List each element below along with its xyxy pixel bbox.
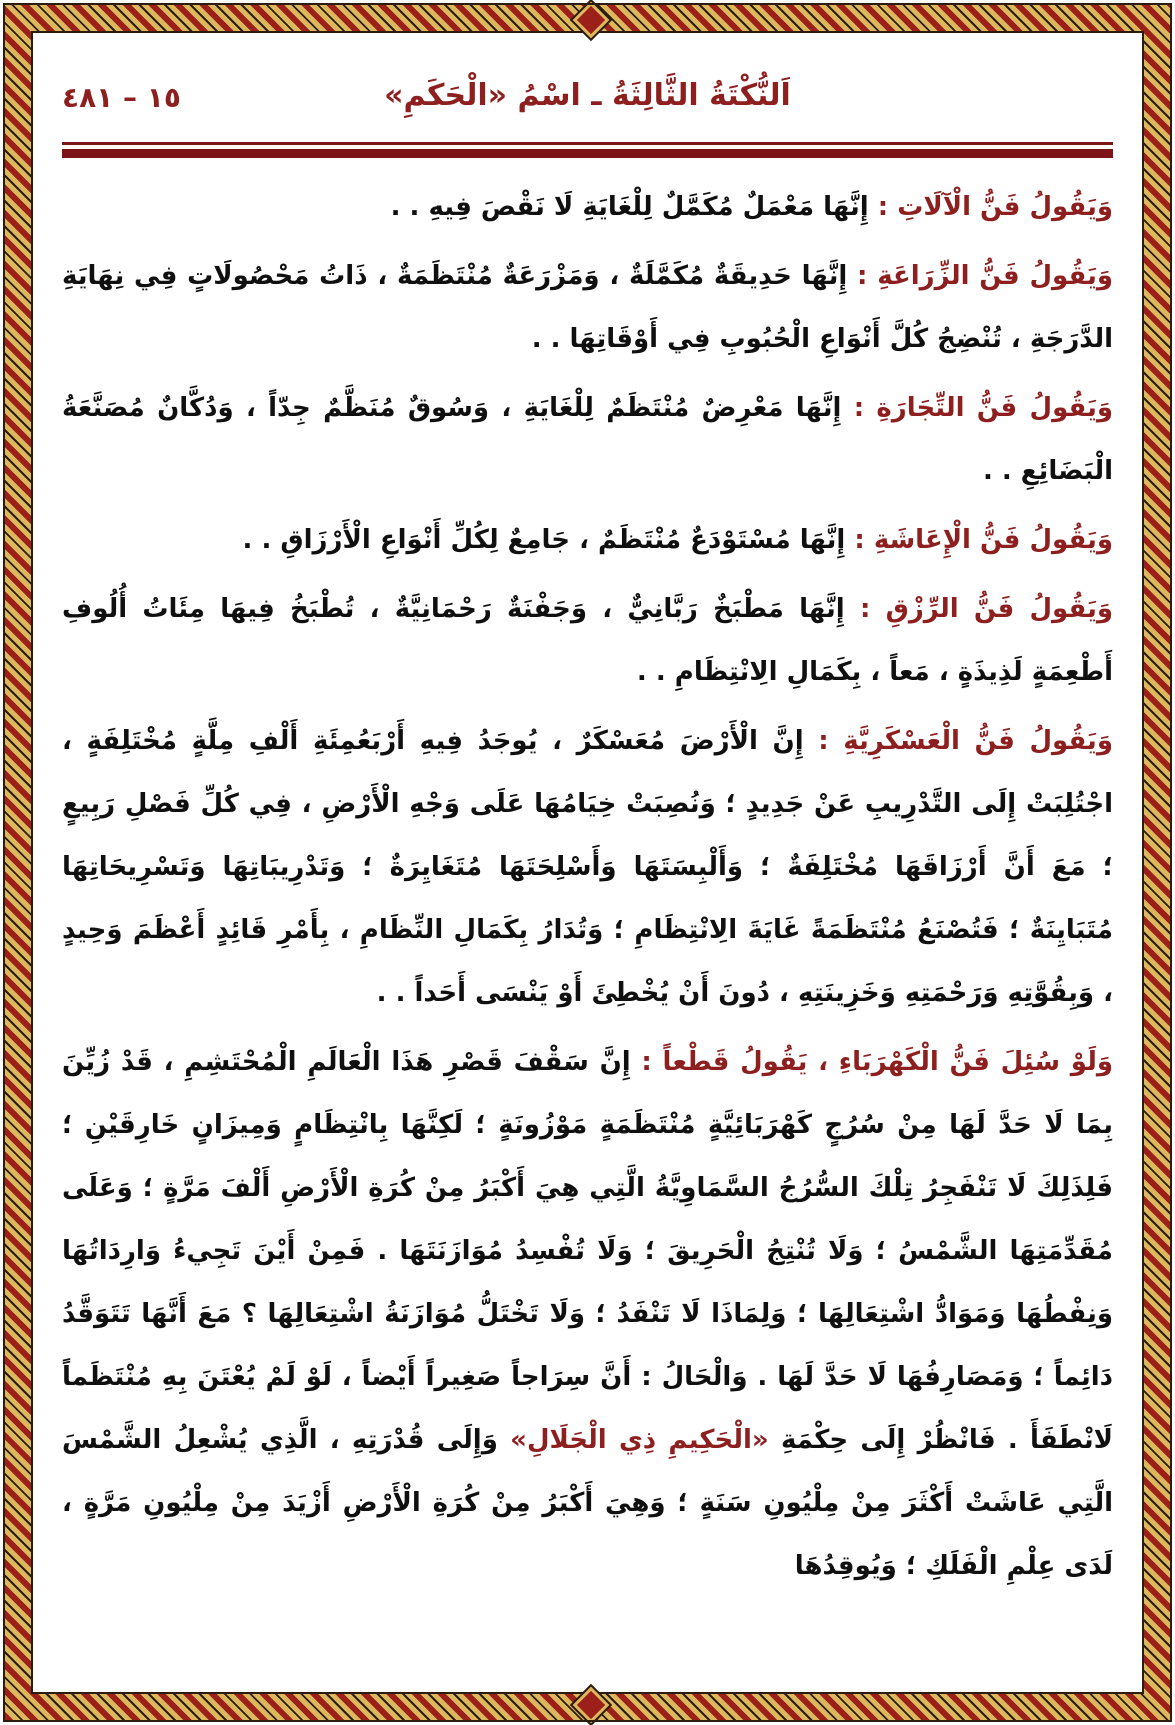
paragraph xyxy=(62,509,1113,572)
paragraph xyxy=(62,578,1113,704)
lead-in-red: وَيَقُولُ فَنُّ التِّجَارَةِ : xyxy=(853,393,1114,423)
page-number: ١٥ – ٤٨١ xyxy=(62,81,181,114)
page-header xyxy=(62,78,1113,128)
body-segment: إِنَّهَا مُسْتَوْدَعٌ مُنْتَظَمٌ ، جَامِعٌ لِكُلِّ أَنْوَاعِ الْأَرْزَاقِ . . xyxy=(242,525,846,555)
lead-in-red: وَيَقُولُ فَنُّ الرِّزْقِ : xyxy=(859,594,1113,624)
lead-in-red: وَلَوْ سُئِلَ فَنُّ الْكَهْرَبَاءِ ، يَقُولُ قَطْعاً : xyxy=(641,1047,1113,1077)
lead-in-red: وَيَقُولُ فَنُّ الزِّرَاعَةِ : xyxy=(857,261,1113,291)
page-title: اَلنُّكْتَةُ الثَّالِثَةُ ـ اسْمُ «الْحَكَمِ» xyxy=(384,78,791,113)
paragraph xyxy=(62,245,1113,371)
body-segment: إِنَّهَا مَعْمَلٌ مُكَمَّلٌ لِلْغَايَةِ لَا نَقْصَ فِيهِ . . xyxy=(390,192,869,222)
rule-thin-line xyxy=(62,142,1113,145)
body-text xyxy=(62,176,1113,1598)
lead-in-red: «الْحَكِيمِ ذِي الْجَلَالِ» xyxy=(510,1425,769,1455)
double-rule xyxy=(62,142,1113,158)
page-content xyxy=(62,40,1113,1685)
border-medallion-bottom-icon xyxy=(572,1687,609,1724)
body-segment: إِنَّهَا حَدِيقَةٌ مُكَمَّلَةٌ ، وَمَزْرَعَةٌ مُنْتَظَمَةٌ ، ذَاتُ مَحْصُولَاتٍ فِي نِهَايَةِ الدَّرَجَةِ ، تُنْضِجُ كُلَّ أَنْوَاعِ الْحُبُوبِ فِي أَوْقَاتِهَا . . xyxy=(62,261,1113,354)
body-segment: إِنَّ سَقْفَ قَصْرِ هَذَا الْعَالَمِ الْمُحْتَشِمِ ، قَدْ زُيِّنَ بِمَا لَا حَدَّ لَهَا مِنْ سُرُجٍ كَهْرَبَائِيَّةٍ مُنْتَظَمَةٍ مَوْزُونَةٍ ؛ لَكِنَّهَا بِانْتِظَامٍ وَمِيزَانٍ خَارِقَيْنِ ؛ فَلِذَلِكَ لَا تَنْفَجِرُ تِلْكَ السُّرُجُ السَّمَاوِيَّةُ الَّتِي هِيَ أَكْبَرُ مِنْ كُرَةِ الْأَرْضِ أَلْفَ مَرَّةٍ ؛ وَعَلَى مُقَدِّمَتِهَا الشَّمْسُ ؛ وَلَا تُنْتِجُ الْحَرِيقَ ؛ وَلَا تُفْسِدُ مُوَازَنَتَهَا . فَمِنْ أَيْنَ تَجِيءُ وَارِدَاتُهَا وَنِفْطُهَا وَمَوَادُّ اشْتِعَالِهَا ؛ وَلِمَاذَا لَا تَنْفَدُ ؛ وَلَا تَخْتَلُّ مُوَازَنَةُ اشْتِعَالِهَا ؟ مَعَ أَنَّهَا تَتَوَقَّدُ دَائِماً ؛ وَمَصَارِفُهَا لَا حَدَّ لَهَا . وَالْحَالُ : أَنَّ سِرَاجاً صَغِيراً أَيْضاً ، لَوْ لَمْ يُعْتَنَ بِهِ مُنْتَظَماً لَانْطَفَأَ . فَانْظُرْ إِلَى حِكْمَةِ xyxy=(62,1047,1113,1455)
lead-in-red: وَيَقُولُ فَنُّ الْإِعَاشَةِ : xyxy=(854,525,1113,555)
body-segment: إِنَّهَا مَعْرِضٌ مُنْتَظَمٌ لِلْغَايَةِ ، وَسُوقٌ مُنَظَّمٌ جِدّاً ، وَدُكَّانٌ مُصَنَّعَةُ الْبَضَائِعِ . . xyxy=(62,393,1113,486)
border-medallion-top-icon xyxy=(572,2,609,39)
body-segment: إِنَّ الْأَرْضَ مُعَسْكَرٌ ، يُوجَدُ فِيهِ أَرْبَعُمِئَةِ أَلْفِ مِلَّةٍ مُخْتَلِفَةٍ ، اجْتُلِبَتْ إِلَى التَّدْرِيبِ عَنْ جَدِيدٍ ؛ وَنُصِبَتْ خِيَامُهَا عَلَى وَجْهِ الْأَرْضِ ، فِي كُلِّ فَصْلِ رَبِيعٍ ؛ مَعَ أَنَّ أَرْزَاقَهَا مُخْتَلِفَةٌ ؛ وَأَلْبِسَتَهَا وَأَسْلِحَتَهَا مُتَغَايِرَةٌ ؛ وَتَدْرِيبَاتِهَا وَتَسْرِيحَاتِهَا مُتَبَايِنَةٌ ؛ فَتُصْنَعُ مُنْتَظَمَةً غَايَةَ الِانْتِظَامِ ؛ وَتُدَارُ بِكَمَالِ النِّظَامِ ، بِأَمْرِ قَائِدٍ أَعْظَمَ وَحِيدٍ ، وَبِقُوَّتِهِ وَرَحْمَتِهِ وَخَزِينَتِهِ ، دُونَ أَنْ يُخْطِئَ أَوْ يَنْسَى أَحَداً . . xyxy=(62,726,1113,1008)
paragraph xyxy=(62,1031,1113,1598)
body-segment: وَإِلَى قُدْرَتِهِ ، الَّذِي يُشْعِلُ الشَّمْسَ الَّتِي عَاشَتْ أَكْثَرَ مِنْ مِلْيُونِ سَنَةٍ ؛ وَهِيَ أَكْبَرُ مِنْ كُرَةِ الْأَرْضِ أَزْيَدَ مِنْ مِلْيُونِ مَرَّةٍ ، لَدَى عِلْمِ الْفَلَكِ ؛ وَيُوقِدُهَا xyxy=(62,1425,1113,1581)
paragraph xyxy=(62,710,1113,1025)
paragraph xyxy=(62,176,1113,239)
paragraph xyxy=(62,377,1113,503)
lead-in-red: وَيَقُولُ فَنُّ الْآلَاتِ : xyxy=(877,192,1113,222)
lead-in-red: وَيَقُولُ فَنُّ الْعَسْكَرِيَّةِ : xyxy=(818,726,1113,756)
rule-thick-line xyxy=(62,149,1113,158)
body-segment: إِنَّهَا مَطْبَخٌ رَبَّانِيٌّ ، وَجَفْنَةٌ رَحْمَانِيَّةٌ ، تُطْبَخُ فِيهَا مِئَاتُ أُلُوفِ أَطْعِمَةٍ لَذِيذَةٍ ، مَعاً ، بِكَمَالِ الِانْتِظَامِ . . xyxy=(62,594,1113,687)
